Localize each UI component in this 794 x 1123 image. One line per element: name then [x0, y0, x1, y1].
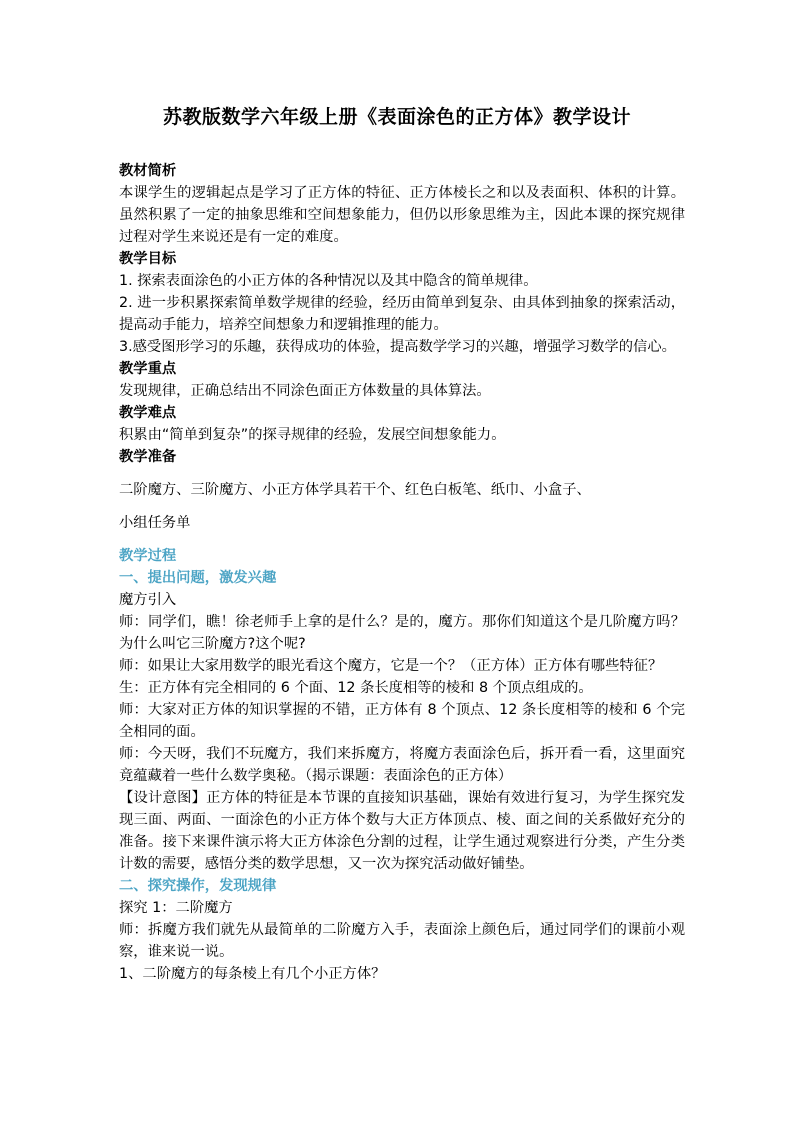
heading-difficulty: 教学难点: [119, 405, 177, 421]
heading-process: 教学过程: [119, 548, 177, 564]
paragraph-teacher-3: 师：大家对正方体的知识掌握的不错，正方体有 8 个顶点、12 条长度相等的棱和 6 个完全相同的面。: [119, 702, 685, 740]
paragraph-teacher-4: 师：今天呀，我们不玩魔方，我们来拆魔方，将魔方表面涂色后，拆开看一看，这里面究竟蕴藏着一些什么数学奥秘。（揭示课题：表面涂色的正方体）: [119, 746, 685, 784]
paragraph-analysis: 本课学生的逻辑起点是学习了正方体的特征、正方体棱长之和以及表面积、体积的计算。虽然积累了一定的抽象思维和空间想象能力，但仍以形象思维为主，因此本课的探究规律过程对学生来说还是有一定的难度。: [119, 185, 685, 245]
paragraph-teacher-1: 师：同学们，瞧！徐老师手上拿的是什么？是的，魔方。那你们知道这个是几阶魔方吗？为什么叫它三阶魔方?这个呢?: [119, 614, 685, 652]
paragraph-preparation-1: 二阶魔方、三阶魔方、小正方体学具若干个、红色白板笔、纸巾、小盒子、: [119, 482, 591, 498]
heading-preparation: 教学准备: [119, 449, 177, 465]
subheading-part-2: 探究 1：二阶魔方: [119, 900, 233, 916]
heading-key-points: 教学重点: [119, 361, 177, 377]
document-title: 苏教版数学六年级上册《表面涂色的正方体》教学设计: [162, 106, 631, 128]
paragraph-student-1: 生：正方体有完全相同的 6 个面、12 条长度相等的棱和 8 个顶点组成的。: [119, 680, 593, 696]
paragraph-difficulty: 积累由“简单到复杂”的探寻规律的经验，发展空间想象能力。: [119, 427, 506, 443]
paragraph-teacher-2: 师：如果让大家用数学的眼光看这个魔方，它是一个？（正方体）正方体有哪些特征？: [119, 658, 663, 674]
paragraph-question-1: 1、二阶魔方的每条棱上有几个小正方体？: [119, 966, 386, 982]
goal-item-1: 1. 探索表面涂色的小正方体的各种情况以及其中隐含的简单规律。: [119, 273, 538, 289]
paragraph-teacher-5: 师：拆魔方我们就先从最简单的二阶魔方入手，表面涂上颜色后，通过同学们的课前小观察，谁来说一说。: [119, 922, 685, 960]
paragraph-preparation-2: 小组任务单: [119, 515, 191, 531]
subheading-part-1: 魔方引入: [119, 592, 177, 608]
heading-part-2: 二、探究操作，发现规律: [119, 878, 277, 894]
goal-item-3: 3.感受图形学习的乐趣，获得成功的体验，提高数学学习的兴趣，增强学习数学的信心。: [119, 339, 676, 355]
heading-analysis: 教材简析: [119, 163, 177, 179]
document-body: [119, 160, 685, 985]
goal-item-2: 2. 进一步积累探索简单数学规律的经验，经历由简单到复杂、由具体到抽象的探索活动，提高动手能力，培养空间想象力和逻辑推理的能力。: [119, 295, 685, 333]
heading-goals: 教学目标: [119, 251, 177, 267]
paragraph-design-intent: 【设计意图】正方体的特征是本节课的直接知识基础，课始有效进行复习，为学生探究发现三面、两面、一面涂色的小正方体个数与大正方体顶点、棱、面之间的关系做好充分的准备。接下来课件演示将大正方体涂色分割的过程，让学生通过观察进行分类，产生分类计数的需要，感悟分类的数学思想，又一次为探究活动做好铺垫。: [119, 790, 685, 872]
paragraph-key-points: 发现规律，正确总结出不同涂色面正方体数量的具体算法。: [119, 383, 491, 399]
heading-part-1: 一、提出问题，激发兴趣: [119, 570, 277, 586]
